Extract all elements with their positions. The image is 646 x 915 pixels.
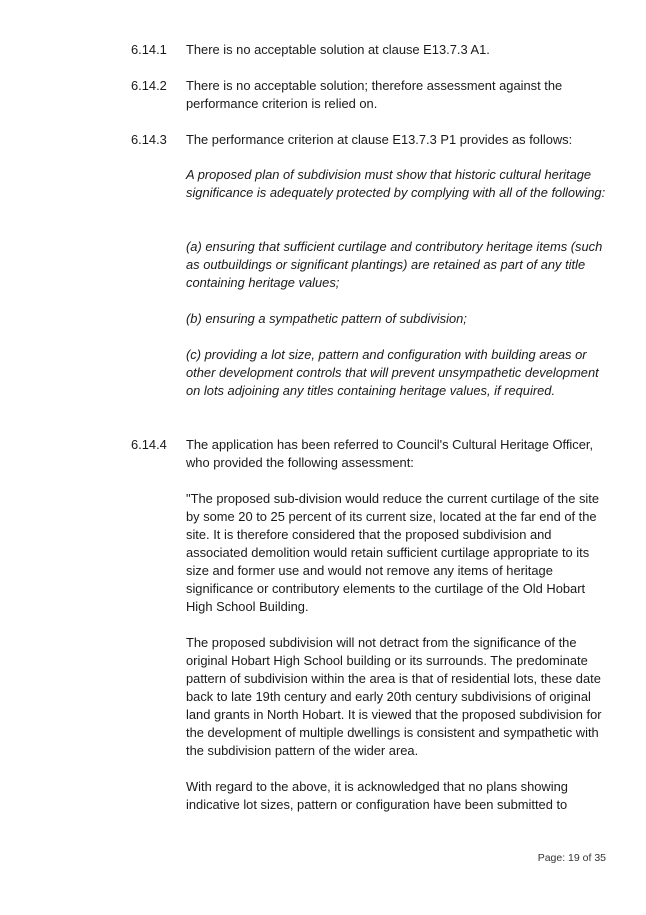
clause-text: There is no acceptable solution at clause E13.7.3 A1. xyxy=(186,42,490,57)
clause-number: 6.14.3 xyxy=(131,132,167,147)
clause-text: The application has been referred to Council's Cultural Heritage Officer, who provided the following assessment: xyxy=(186,437,594,470)
clause-text: The performance criterion at clause E13.7.3 P1 provides as follows: xyxy=(186,132,573,147)
clause-number: 6.14.2 xyxy=(131,78,167,93)
clause-text: There is no acceptable solution; therefore assessment against the performance criterion is relied on. xyxy=(186,78,563,111)
clause-number: 6.14.4 xyxy=(131,437,167,452)
criterion-item-a: (a) ensuring that sufficient curtilage and contributory heritage items (such as outbuildings or significant plantings) are retained as part of any title containing heritage values; xyxy=(186,239,603,290)
criterion-item-c: (c) providing a lot size, pattern and configuration with building areas or other development controls that will prevent unsympathetic development on lots adjoining any titles containing heritage values, if required. xyxy=(186,347,599,398)
assessment-paragraph-2: The proposed subdivision will not detract from the significance of the original Hobart High School building or its surrounds. The predominate pattern of subdivision within the area is that of residential lots, these date back to late 19th century and early 20th century subdivisions of original land grants in North Hobart. It is viewed that the proposed subdivision for the development of multiple dwellings is consistent and sympathetic with the subdivision pattern of the wider area. xyxy=(186,635,602,758)
assessment-paragraph-1: "The proposed sub-division would reduce the current curtilage of the site by some 20 to 25 percent of its current size, located at the far end of the site. It is therefore considered that the proposed subdivision and associated demolition would retain sufficient curtilage appropriate to its size and former use and would not remove any items of heritage significance or contributory elements to the curtilage of the Old Hobart High School Building. xyxy=(186,491,600,614)
criterion-intro: A proposed plan of subdivision must show that historic cultural heritage significance is adequately protected by complying with all of the following: xyxy=(186,167,606,200)
criterion-item-b: (b) ensuring a sympathetic pattern of subdivision; xyxy=(186,311,467,326)
clause-number: 6.14.1 xyxy=(131,42,167,57)
assessment-paragraph-3: With regard to the above, it is acknowledged that no plans showing indicative lot sizes, pattern or configuration have been submitted to xyxy=(186,779,568,812)
page-number: Page: 19 of 35 xyxy=(537,852,606,864)
